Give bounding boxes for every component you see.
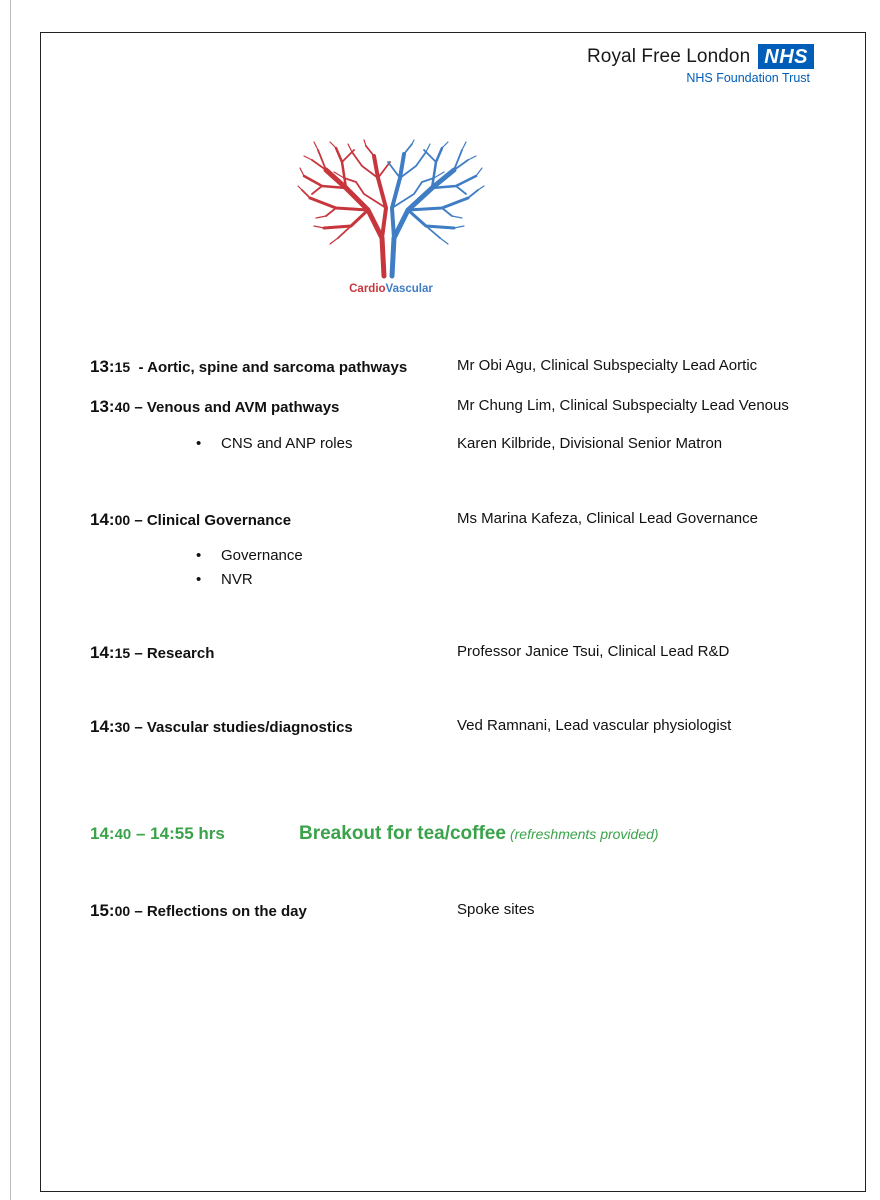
agenda-item-heading <box>90 717 353 737</box>
session-title: – Venous and AVM pathways <box>134 399 340 416</box>
page-edge-line <box>10 0 11 1200</box>
caption-cardio: Cardio <box>349 283 386 295</box>
cardiovascular-tree-logo <box>296 138 486 300</box>
bullet-text: NVR <box>221 571 253 588</box>
agenda-item-heading <box>90 357 407 377</box>
cardiovascular-caption <box>296 283 486 295</box>
time-hour: 14: <box>90 510 115 529</box>
time-hour: 13: <box>90 397 115 416</box>
time-minute: 00 <box>114 512 131 528</box>
time-hour: 14: <box>90 717 115 736</box>
agenda-item-heading <box>90 510 291 530</box>
org-subtitle: NHS Foundation Trust <box>686 71 810 85</box>
time-hour: 13: <box>90 357 115 376</box>
time-minute: 15 <box>114 645 131 661</box>
nhs-badge: NHS <box>758 44 814 69</box>
break-start-minute: 40 <box>114 826 132 843</box>
session-title: – Vascular studies/diagnostics <box>134 719 353 736</box>
bullet-dot: • <box>196 547 202 564</box>
nhs-trust-logo <box>587 44 814 85</box>
session-title: – Reflections on the day <box>134 903 307 920</box>
break-end-minute: 55 <box>174 824 194 843</box>
break-separator: – <box>131 824 151 843</box>
bullet-text: CNS and ANP roles <box>221 435 353 452</box>
time-minute: 15 <box>114 359 131 375</box>
agenda-item-heading <box>90 901 307 921</box>
session-speaker: Mr Obi Agu, Clinical Subspecialty Lead Aortic <box>457 357 758 374</box>
break-time <box>90 824 225 844</box>
time-minute: 30 <box>114 719 131 735</box>
session-speaker: Spoke sites <box>457 901 535 918</box>
bullet-text: Governance <box>221 547 303 564</box>
bullet-dot: • <box>196 571 202 588</box>
session-speaker: Karen Kilbride, Divisional Senior Matron <box>457 435 723 452</box>
bullet-dot: • <box>196 435 202 452</box>
agenda-item-heading <box>90 397 339 417</box>
break-end-hour: 14: <box>150 824 175 843</box>
session-speaker: Ved Ramnani, Lead vascular physiologist <box>457 717 732 734</box>
time-hour: 14: <box>90 643 115 662</box>
session-speaker: Mr Chung Lim, Clinical Subspecialty Lead Venous <box>457 397 789 414</box>
org-name: Royal Free London <box>586 45 751 67</box>
agenda-item-heading <box>90 643 214 663</box>
break-title-line <box>299 823 659 845</box>
break-note: (refreshments provided) <box>509 826 659 842</box>
break-start-hour: 14: <box>90 824 115 843</box>
break-title: Breakout for tea/coffee <box>299 823 506 844</box>
session-title: - Aortic, spine and sarcoma pathways <box>138 359 408 376</box>
break-suffix: hrs <box>193 824 225 843</box>
session-title: – Clinical Governance <box>134 512 292 529</box>
caption-vascular: Vascular <box>385 283 433 295</box>
session-title: – Research <box>134 645 215 662</box>
time-minute: 40 <box>114 399 131 415</box>
time-minute: 00 <box>114 903 131 919</box>
time-hour: 15: <box>90 901 115 920</box>
session-speaker: Ms Marina Kafeza, Clinical Lead Governance <box>457 510 758 527</box>
session-speaker: Professor Janice Tsui, Clinical Lead R&D <box>457 643 730 660</box>
